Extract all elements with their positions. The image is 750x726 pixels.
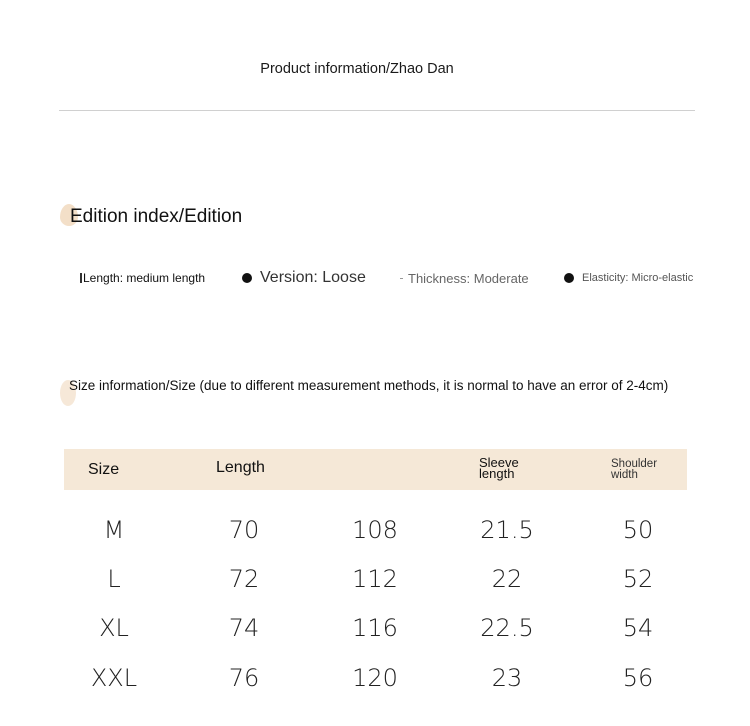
cell-sleeve-length: 22 — [491, 565, 523, 593]
cell-shoulder-width: 56 — [622, 664, 654, 692]
size-section-title: Size information/Size (due to different measurement methods, it is normal to have an error of 2-4cm) — [69, 378, 669, 393]
cell-shoulder-width: 52 — [622, 565, 654, 593]
attribute-label: Elasticity: Micro-elastic — [582, 272, 694, 284]
cell-sleeve-length: 23 — [491, 664, 523, 692]
bullet-icon — [80, 273, 82, 283]
cell-shoulder-width: 54 — [622, 614, 654, 642]
cell-size: XL — [99, 614, 129, 642]
attribute-elasticity — [564, 268, 693, 288]
column-header-shoulder-width: Shoulder width — [611, 458, 658, 481]
cell-length: 70 — [228, 516, 260, 544]
column-header-size: Size — [88, 461, 120, 478]
header-divider — [59, 110, 695, 111]
table-row — [64, 658, 687, 698]
table-row — [64, 510, 687, 550]
cell-size: L — [107, 565, 121, 593]
table-row — [64, 608, 687, 648]
cell-sleeve-length: 21.5 — [480, 516, 534, 544]
bullet-icon — [400, 278, 403, 279]
attribute-version — [242, 268, 366, 288]
cell-bust: 108 — [352, 516, 398, 544]
column-header-length: Length — [216, 459, 265, 476]
bullet-icon — [242, 273, 252, 283]
cell-sleeve-length: 22.5 — [480, 614, 534, 642]
cell-length: 74 — [228, 614, 260, 642]
attribute-thickness — [400, 268, 529, 288]
cell-size: XXL — [90, 664, 138, 692]
edition-section-title: Edition index/Edition — [70, 206, 243, 227]
cell-bust: 116 — [352, 614, 398, 642]
cell-length: 76 — [228, 664, 260, 692]
cell-bust: 112 — [352, 565, 398, 593]
cell-shoulder-width: 50 — [622, 516, 654, 544]
attribute-label: Thickness: Moderate — [408, 270, 529, 286]
attribute-label: Version: Loose — [260, 269, 366, 286]
page-title: Product information/Zhao Dan — [260, 61, 454, 77]
cell-size: M — [103, 516, 125, 544]
cell-bust: 120 — [352, 664, 398, 692]
size-table-header — [64, 449, 687, 490]
column-header-sleeve-length: Sleeve length — [479, 455, 519, 481]
attribute-length — [80, 268, 205, 288]
bullet-icon — [564, 273, 574, 283]
cell-length: 72 — [228, 565, 260, 593]
attribute-label: Length: medium length — [83, 271, 206, 285]
table-row — [64, 559, 687, 599]
